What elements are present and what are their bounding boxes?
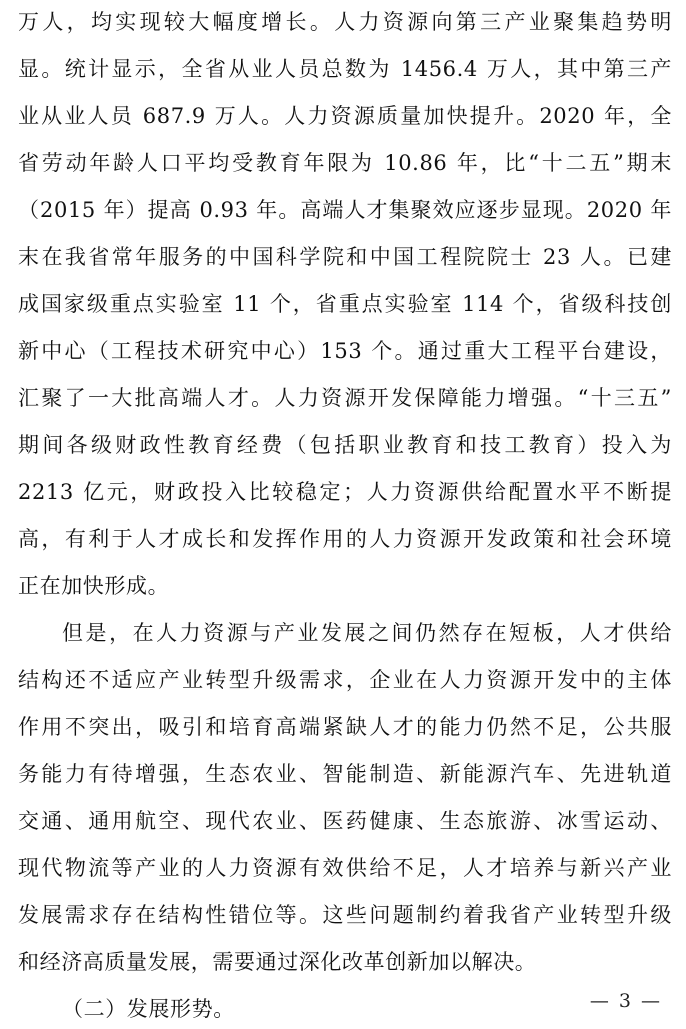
page-number: — 3 — (589, 990, 662, 1012)
text-line: 现代物流等产业的人力资源有效供给不足，人才培养与新兴产业 (18, 856, 672, 880)
text-line: 业从业人员 687.9 万人。人力资源质量加快提升。2020 年，全 (18, 104, 672, 128)
text-line: 汇聚了一大批高端人才。人力资源开发保障能力增强。“十三五” (18, 386, 672, 410)
text-line: 务能力有待增强，生态农业、智能制造、新能源汽车、先进轨道 (18, 762, 672, 786)
text-line: 交通、通用航空、现代农业、医药健康、生态旅游、冰雪运动、 (18, 809, 672, 833)
text-line: 高，有利于人才成长和发挥作用的人力资源开发政策和社会环境 (18, 527, 672, 551)
text-line: 新中心（工程技术研究中心）153 个。通过重大工程平台建设， (18, 339, 672, 363)
section-heading: （二）发展形势。 (62, 997, 235, 1021)
text-line: 期间各级财政性教育经费（包括职业教育和技工教育）投入为 (18, 433, 672, 457)
text-line: 结构还不适应产业转型升级需求，企业在人力资源开发中的主体 (18, 668, 672, 692)
text-line: 作用不突出，吸引和培育高端紧缺人才的能力仍然不足，公共服 (18, 715, 672, 739)
text-line: 省劳动年龄人口平均受教育年限为 10.86 年，比“十二五”期末 (18, 151, 672, 175)
text-line: 发展需求存在结构性错位等。这些问题制约着我省产业转型升级 (18, 903, 672, 927)
text-line: 万人，均实现较大幅度增长。人力资源向第三产业聚集趋势明 (18, 10, 672, 34)
text-line: 2213 亿元，财政投入比较稳定；人力资源供给配置水平不断提 (18, 480, 672, 504)
text-line: 末在我省常年服务的中国科学院和中国工程院院士 23 人。已建 (18, 245, 672, 269)
text-line: 显。统计显示，全省从业人员总数为 1456.4 万人，其中第三产 (18, 57, 672, 81)
text-line: 正在加快形成。 (18, 574, 170, 598)
paragraph-first-line: 但是，在人力资源与产业发展之间仍然存在短板，人才供给 (62, 621, 672, 645)
text-line: 成国家级重点实验室 11 个，省重点实验室 114 个，省级科技创 (18, 292, 672, 316)
text-line: 和经济高质量发展，需要通过深化改革创新加以解决。 (18, 950, 537, 974)
text-line: （2015 年）提高 0.93 年。高端人才集聚效应逐步显现。2020 年 (18, 198, 672, 222)
